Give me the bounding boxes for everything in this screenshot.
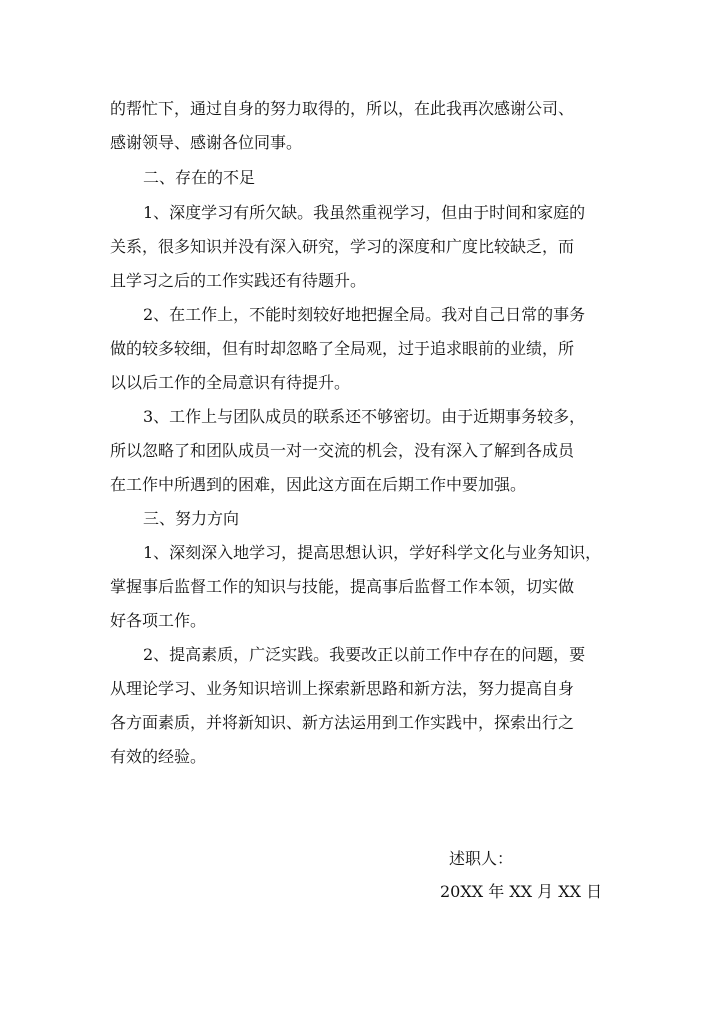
section-heading: 三、努力方向 <box>143 509 240 528</box>
paragraph-line: 所以忽略了和团队成员一对一交流的机会，没有深入了解到各成员 <box>110 441 575 460</box>
paragraph-line: 各方面素质，并将新知识、新方法运用到工作实践中，探索出行之 <box>110 713 575 732</box>
paragraph-line: 做的较多较细，但有时却忽略了全局观，过于追求眼前的业绩，所 <box>110 339 575 358</box>
paragraph-line: 感谢领导、感谢各位同事。 <box>110 133 303 152</box>
paragraph-line: 的帮忙下，通过自身的努力取得的，所以，在此我再次感谢公司、 <box>110 99 575 118</box>
paragraph-line: 从理论学习、业务知识培训上探索新思路和新方法，努力提高自身 <box>110 679 575 698</box>
paragraph-line: 以以后工作的全局意识有待提升。 <box>110 373 351 392</box>
paragraph-line: 掌握事后监督工作的知识与技能，提高事后监督工作本领，切实做 <box>110 577 575 596</box>
paragraph-line: 好各项工作。 <box>110 611 207 630</box>
paragraph-line: 1、深度学习有所欠缺。我虽然重视学习，但由于时间和家庭的 <box>143 203 586 222</box>
paragraph-line: 1、深刻深入地学习，提高思想认识，学好科学文化与业务知识， <box>143 543 602 562</box>
signature-date: 20XX 年 XX 月 XX 日 <box>440 882 603 901</box>
paragraph-line: 有效的经验。 <box>110 747 207 766</box>
paragraph-line: 在工作中所遇到的困难，因此这方面在后期工作中要加强。 <box>110 475 527 494</box>
section-heading: 二、存在的不足 <box>143 168 256 187</box>
paragraph-line: 且学习之后的工作实践还有待题升。 <box>110 271 367 290</box>
paragraph-line: 关系，很多知识并没有深入研究，学习的深度和广度比较缺乏，而 <box>110 237 575 256</box>
paragraph-line: 2、提高素质，广泛实践。我要改正以前工作中存在的问题，要 <box>143 645 586 664</box>
paragraph-line: 3、工作上与团队成员的联系还不够密切。由于近期事务较多， <box>143 407 586 426</box>
signature-label: 述职人： <box>449 849 514 868</box>
paragraph-line: 2、在工作上，不能时刻较好地把握全局。我对自己日常的事务 <box>143 305 586 324</box>
